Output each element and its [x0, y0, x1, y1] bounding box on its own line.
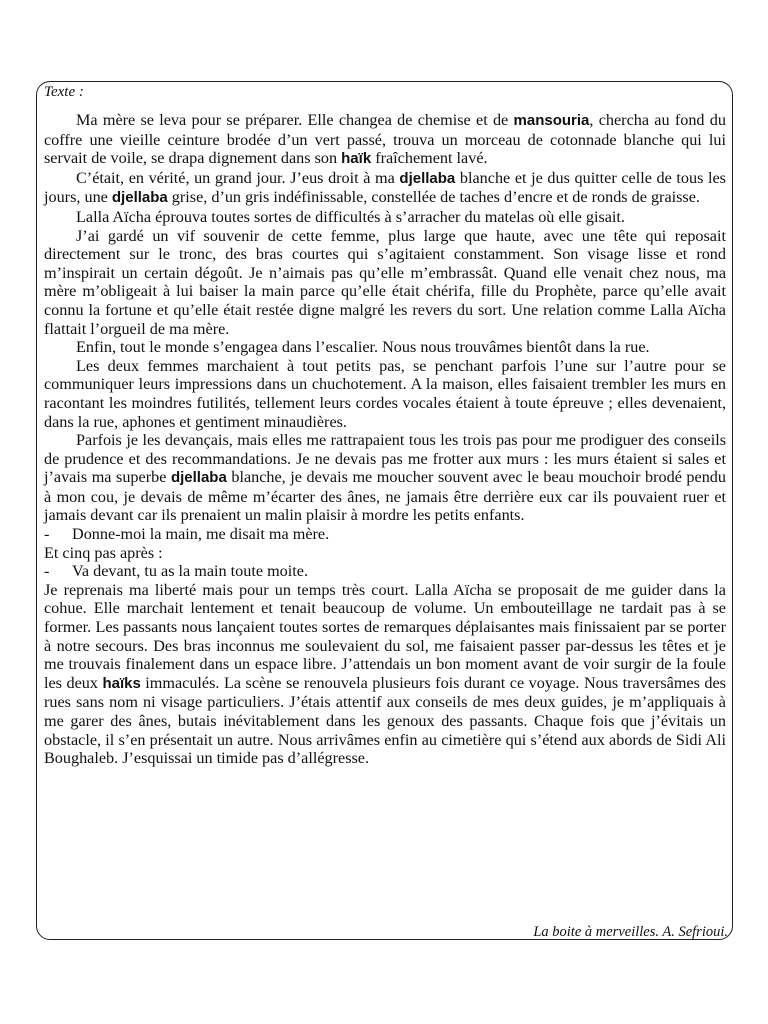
dialog-line-1 — [44, 525, 726, 544]
dialog-line-2 — [44, 562, 726, 581]
source-citation: La boite à merveilles. A. Sefrioui. — [533, 924, 728, 940]
text-run: J’ai gardé un vif souvenir de cette femme, plus large que haute, avec une tête qui reposait directement sur le tronc, des bras courtes qui s’agitaient constamment. Son visage lisse et rond m’inspirait un certain dégoût. Je n’aimais pas qu’elle m’embrassât. Quand elle venait chez nous, ma mère m’obligeait à lui baiser la main parce qu’elle était chérifa, fille du Prophète, parce qu’elle avait connu la fortune et qu’elle était restée digne malgré les revers du sort. Une relation comme Lalla Aïcha flattait l’orgueil de ma mère. — [44, 226, 726, 338]
text-run: Les deux femmes marchaient à tout petits pas, se penchant parfois l’une sur l’autre pour se communiquer leurs impressions dans un chuchotement. A la maison, elles faisaient trembler les murs en racontant les moindres futilités, tellement leurs cordes vocales étaient à toute épreuve ; elles devenaient, dans la rue, aphones et gentiment minaudières. — [44, 356, 726, 431]
paragraph-6 — [44, 357, 726, 431]
text-run: grise, d’un gris indéfinissable, constellée de taches d’encre et de ronds de graisse. — [167, 188, 700, 207]
paragraph-3 — [44, 208, 726, 227]
text-run: Ma mère se leva pour se préparer. Elle changea de chemise et de — [76, 111, 514, 129]
paragraph-1 — [44, 111, 726, 169]
bold-term-djellaba: djellaba — [111, 189, 168, 207]
paragraph-11 — [44, 581, 726, 768]
text-run: Enfin, tout le monde s’engagea dans l’escalier. Nous nous trouvâmes bientôt dans la rue. — [76, 338, 650, 357]
bold-term-djellaba: djellaba — [170, 469, 227, 487]
bold-term-mansouria: mansouria — [513, 112, 590, 129]
paragraph-5 — [44, 338, 726, 357]
text-run: fraîchement lavé. — [371, 149, 488, 168]
text-run: Et cinq pas après : — [44, 543, 163, 562]
text-run: C’était, en vérité, un grand jour. J’eus droit à ma — [76, 168, 400, 187]
text-run: Lalla Aïcha éprouva toutes sortes de difficultés à s’arracher du matelas où elle gisait. — [76, 207, 625, 226]
paragraph-4 — [44, 227, 726, 339]
text-run: Donne-moi la main, me disait ma mère. — [72, 525, 330, 544]
bold-term-haiks: haïks — [102, 674, 141, 692]
text-run: Va devant, tu as la main toute moite. — [72, 562, 309, 581]
text-run: Parfois je les devançais, mais elles me rattrapaient tous les trois pas pour me prodiguer des conseils de prudence et des recommandations. Je ne devais pas me frotter aux murs : les murs étaient si sales et j’avais ma superbe — [44, 431, 726, 487]
text-run: , chercha au fond du coffre une vieille ceinture brodée d’un vert passé, trouva un morceau de cotonnade blanche qui lui servait de voile, se drapa dignement dans son — [44, 111, 726, 168]
text-run: blanche, je devais me moucher souvent avec le beau mouchoir brodé pendu à mon cou, je devais de même m’écarter des ânes, ne jamais être derrière eux car ils pouvaient ruer et jamais devant car ils prenaient un malin plaisir à mordre les petits enfants. — [44, 468, 726, 525]
text-label: Texte : — [44, 84, 84, 100]
text-body — [44, 111, 726, 768]
dialog-dash: - — [44, 562, 50, 581]
text-run: immaculés. La scène se renouvela plusieurs fois durant ce voyage. Nous traversâmes des rues sans nom ni visage particuliers. J’étais attentif aux conseils de mes deux guides, je m’appliquais à me garer des ânes, butais inévitablement dans les genoux des passants. Chaque fois que j’évitais un obstacle, il s’en présentait un autre. Nous arrivâmes enfin au cimetière qui s’étend aux abords de Sidi Ali Boughaleb. J’esquissai un timide pas d’allégresse. — [44, 673, 726, 768]
dialog-dash: - — [44, 525, 50, 544]
text-run: Je reprenais ma liberté mais pour un temps très court. Lalla Aïcha se proposait de me guider dans la cohue. Elle marchait lentement et tenait beaucoup de volume. Un embouteillage ne tardait pas à se former. Les passants nous lançaient toutes sortes de remarques déplaisantes mais finissaient par se porter à notre secours. Des bras inconnus me soulevaient du sol, me faisaient passer par-dessus les têtes et je me trouvais finalement dans un espace libre. J’attendais un bon moment avant de voir surgir de la foule les deux — [44, 580, 726, 692]
paragraph-2 — [44, 169, 726, 208]
bold-term-haik: haïk — [341, 150, 372, 168]
paragraph-7 — [44, 431, 726, 525]
text-run: blanche et je dus quitter celle de tous les jours, une — [44, 168, 726, 207]
paragraph-9 — [44, 544, 726, 563]
bold-term-djellaba: djellaba — [399, 169, 456, 187]
